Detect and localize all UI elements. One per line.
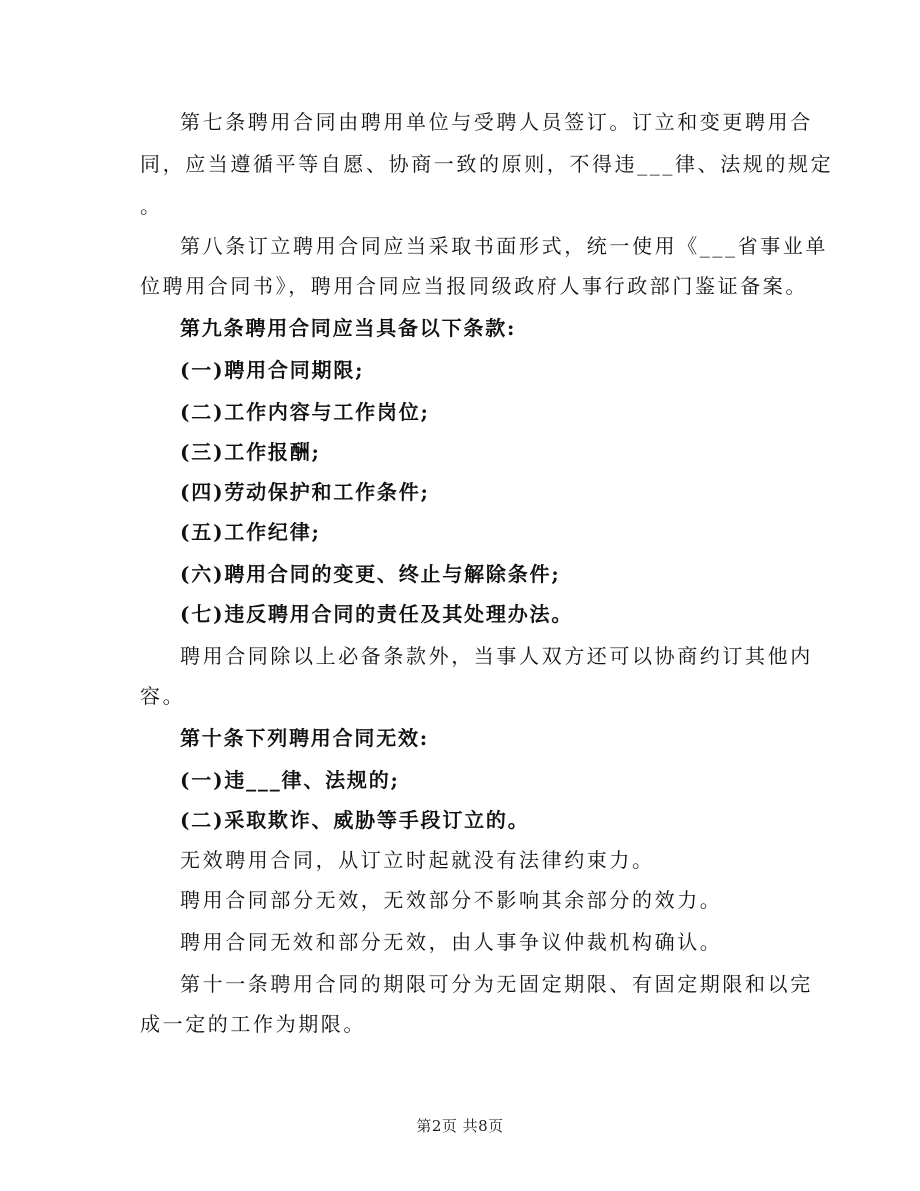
article-10-heading: 第十条下列聘用合同无效:: [180, 726, 429, 750]
article-9-item-3: (三)工作报酬;: [180, 440, 321, 464]
article-9-item-5: (五)工作纪律;: [180, 520, 321, 544]
article-11-line-1: 第十一条聘用合同的期限可分为无固定期限、有固定期限和以完: [180, 972, 813, 996]
article-8-line-1: 第八条订立聘用合同应当采取书面形式，统一使用《___省事业单: [180, 234, 828, 258]
article-7-line-3: 。: [140, 194, 163, 218]
article-7-line-1: 第七条聘用合同由聘用单位与受聘人员签订。订立和变更聘用合: [180, 110, 813, 134]
article-11-line-2: 成一定的工作为期限。: [140, 1012, 366, 1036]
article-9-tail-line-2: 容。: [140, 684, 186, 708]
article-9-item-4: (四)劳动保护和工作条件;: [180, 480, 430, 504]
article-9-item-2: (二)工作内容与工作岗位;: [180, 400, 430, 424]
article-10-para-3: 聘用合同无效和部分无效，由人事争议仲裁机构确认。: [180, 930, 723, 954]
article-9-heading: 第九条聘用合同应当具备以下条款:: [180, 316, 517, 340]
article-7-line-2: 同，应当遵循平等自愿、协商一致的原则，不得违___律、法规的规定: [140, 152, 834, 176]
article-10-para-2: 聘用合同部分无效，无效部分不影响其余部分的效力。: [180, 888, 723, 912]
article-9-item-6: (六)聘用合同的变更、终止与解除条件;: [180, 562, 561, 586]
article-9-item-1: (一)聘用合同期限;: [180, 358, 365, 382]
article-8-line-2: 位聘用合同书》，聘用合同应当报同级政府人事行政部门鉴证备案。: [140, 274, 808, 298]
article-10-item-2: (二)采取欺诈、威胁等手段订立的。: [180, 808, 530, 832]
article-9-item-7: (七)违反聘用合同的责任及其处理办法。: [180, 602, 574, 626]
article-9-tail-line-1: 聘用合同除以上必备条款外，当事人双方还可以协商约订其他内: [180, 644, 813, 668]
article-10-item-1: (一)违___律、法规的;: [180, 768, 400, 792]
article-10-para-1: 无效聘用合同，从订立时起就没有法律约束力。: [180, 848, 655, 872]
page-number-footer: 第2页 共8页: [416, 1117, 504, 1135]
